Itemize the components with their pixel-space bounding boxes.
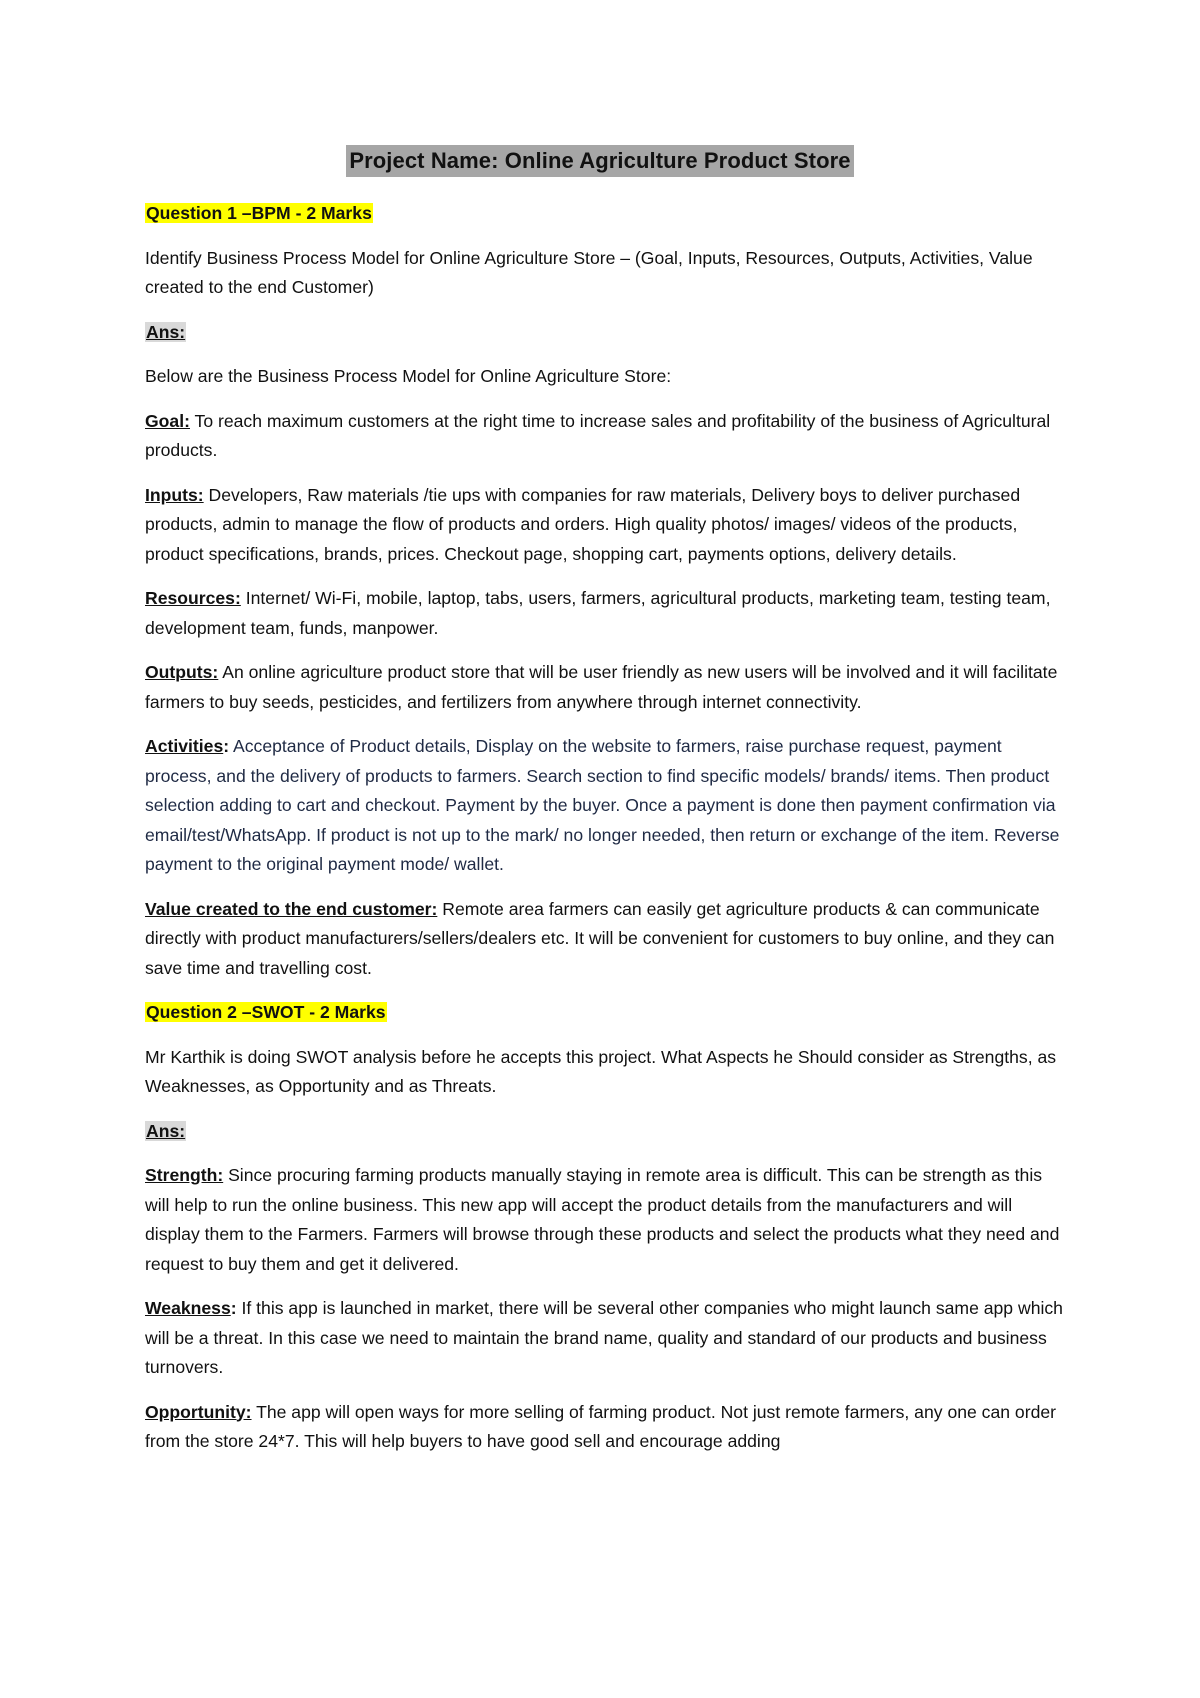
outputs-label: Outputs: — [145, 662, 219, 682]
page-title: Project Name: Online Agriculture Product Store — [346, 145, 853, 177]
q1-heading: Question 1 –BPM - 2 Marks — [146, 203, 372, 223]
opportunity-text: The app will open ways for more selling of farming product. Not just remote farmers, any one can order from the store 24*7. This will help buyers to have good sell and encourage adding — [145, 1401, 1057, 1451]
activities-label: Activities — [145, 736, 224, 756]
q1-heading-paragraph — [145, 199, 1065, 229]
resources-label: Resources: — [145, 588, 241, 608]
value-text: Remote area farmers can easily get agriculture products & can communicate directly with product manufacturers/sellers/dealers etc. It will be convenient for customers to buy online, and they can save time and travelling cost. — [145, 898, 1055, 978]
q2-prompt: Mr Karthik is doing SWOT analysis before he accepts this project. What Aspects he Should consider as Strengths, as Weaknesses, as Opportunity and as Threats. — [145, 1046, 1057, 1096]
outputs-text: An online agriculture product store that will be user friendly as new users will be involved and it will facilitate farmers to buy seeds, pesticides, and fertilizers from anywhere through internet connectivity. — [145, 662, 1058, 712]
value-label: Value created to the end customer: — [145, 898, 438, 919]
q1-ans-label: Ans: — [146, 321, 186, 342]
goal-text: To reach maximum customers at the right time to increase sales and profitability of the business of Agricultural products. — [145, 410, 1051, 460]
strength-paragraph — [145, 1161, 1065, 1279]
q2-heading-paragraph — [145, 998, 1065, 1028]
q1-ans-paragraph — [145, 318, 1065, 348]
title-container — [0, 145, 1200, 177]
q2-ans-paragraph — [145, 1117, 1065, 1147]
inputs-paragraph — [145, 481, 1065, 570]
resources-text: Internet/ Wi-Fi, mobile, laptop, tabs, users, farmers, agricultural products, marketing team, testing team, development team, funds, manpower. — [145, 588, 1051, 638]
strength-text: Since procuring farming products manually staying in remote area is difficult. This can be strength as this will help to run the online business. This new app will accept the product details from the manufacturers and will display them to the Farmers. Farmers will browse through these products and select the products what they need and request to buy them and get it delivered. — [145, 1165, 1060, 1274]
value-paragraph — [145, 895, 1065, 984]
goal-label: Goal: — [145, 410, 190, 431]
outputs-paragraph — [145, 658, 1065, 717]
strength-label: Strength: — [145, 1165, 224, 1185]
weakness-colon: : — [230, 1298, 237, 1318]
activities-colon: : — [223, 736, 230, 756]
inputs-text: Developers, Raw materials /tie ups with companies for raw materials, Delivery boys to deliver purchased products, admin to manage the flow of products and orders. High quality photos/ images/ videos of the products, product specifications, brands, prices. Checkout page, shopping cart, payments options, delivery details. — [145, 484, 1021, 564]
resources-paragraph — [145, 584, 1065, 643]
weakness-paragraph — [145, 1294, 1065, 1383]
activities-text: Acceptance of Product details, Display on the website to farmers, raise purchase request, payment process, and the delivery of products to farmers. Search section to find specific models/ brands/ items. Then product selection adding to cart and checkout. Payment by the buyer. Once a payment is done then payment confirmation via email/test/WhatsApp. If product is not up to the mark/ no longer needed, then return or exchange of the item. Reverse payment to the original payment mode/ wallet. — [145, 736, 1060, 874]
goal-paragraph — [145, 407, 1065, 466]
document-body — [145, 199, 1065, 1472]
weakness-label: Weakness — [145, 1298, 231, 1318]
inputs-label: Inputs: — [145, 484, 204, 505]
q2-heading: Question 2 –SWOT - 2 Marks — [146, 1002, 386, 1022]
weakness-text: If this app is launched in market, there will be several other companies who might launch same app which will be a threat. In this case we need to maintain the brand name, quality and standard of our products and business turnovers. — [145, 1298, 1063, 1377]
q2-ans-label: Ans: — [146, 1120, 186, 1141]
opportunity-paragraph — [145, 1398, 1065, 1457]
q1-prompt: Identify Business Process Model for Online Agriculture Store – (Goal, Inputs, Resources, Outputs, Activities, Value created to the end Customer) — [145, 247, 1033, 297]
activities-paragraph — [145, 732, 1065, 880]
opportunity-label: Opportunity: — [145, 1401, 252, 1422]
q1-intro: Below are the Business Process Model for Online Agriculture Store: — [145, 366, 672, 386]
